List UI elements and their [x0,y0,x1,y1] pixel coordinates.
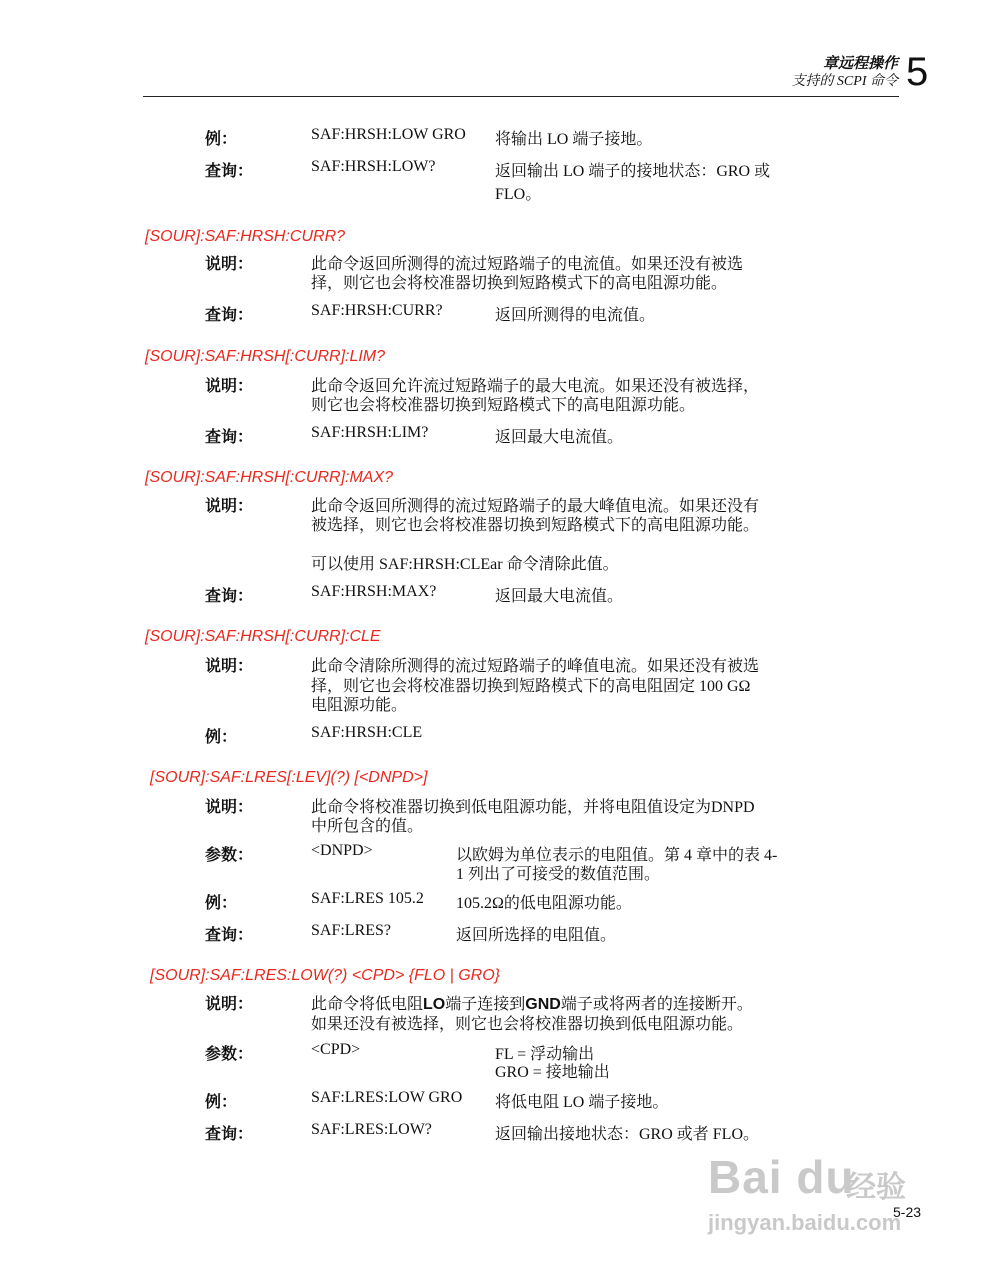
command-heading: [SOUR]:SAF:LRES[:LEV](?) [<DNPD>] [150,769,428,786]
query-text: FLO。 [495,186,542,203]
chapter-number: 5 [906,50,929,94]
example-label: 例： [205,131,238,148]
watermark-brand: 经验 [846,1170,906,1205]
query-command: SAF:HRSH:LOW? [311,158,436,175]
query-text: 返回所选择的电阻值。 [456,927,617,944]
query-text: 返回输出 LO 端子的接地状态：GRO 或 [495,163,771,180]
query-command: SAF:LRES:LOW? [311,1121,432,1138]
description-text: 中所包含的值。 [311,818,424,835]
parameter-label: 参数： [205,1046,254,1063]
query-label: 查询： [205,307,254,324]
description-label: 说明： [205,378,254,395]
query-command: SAF:HRSH:LIM? [311,424,429,441]
command-heading: [SOUR]:SAF:HRSH[:CURR]:MAX? [145,469,394,486]
query-label: 查询： [205,1126,254,1143]
description-text: 则它也会将校准器切换到短路模式下的高电阻源功能。 [311,397,696,414]
parameter-name: <DNPD> [311,842,373,859]
chapter-title: 章远程操作 [822,56,898,72]
example-label: 例： [205,1094,238,1111]
description-text: 此命令将校准器切换到低电阻源功能，并将电阻值设定为DNPD [311,799,755,816]
parameter-text: FL = 浮动输出 [495,1046,595,1063]
note-text: 可以使用 SAF:HRSH:CLEar 命令清除此值。 [311,556,619,573]
header-rule [143,96,899,97]
query-text: 返回最大电流值。 [495,588,624,605]
example-label: 例： [205,729,238,746]
query-command: SAF:HRSH:MAX? [311,583,437,600]
baidu-watermark [708,1148,938,1248]
description-label: 说明： [205,498,254,515]
command-heading: [SOUR]:SAF:HRSH:CURR? [145,228,346,245]
query-label: 查询： [205,927,254,944]
description-text: 端子连接到 [445,996,526,1013]
gnd-terminal-text: GND [525,996,561,1013]
parameter-label: 参数： [205,847,254,864]
watermark-url: jingyan.baidu.com [708,1210,902,1235]
description-text: 端子或将两者的连接断开。 [560,996,753,1013]
query-label: 查询： [205,429,254,446]
description-text: 电阻源功能。 [311,697,408,714]
query-label: 查询： [205,588,254,605]
description-text: 被选择，则它也会将校准器切换到短路模式下的高电阻源功能。 [311,517,760,534]
description-text: 此命令返回所测得的流过短路端子的最大峰值电流。如果还没有 [311,498,760,515]
parameter-text: 1 列出了可接受的数值范围。 [456,866,661,883]
query-command: SAF:LRES? [311,922,392,939]
description-text: 择，则它也会将校准器切换到短路模式下的高电阻固定 100 GΩ [311,678,751,695]
description-text: 择，则它也会将校准器切换到短路模式下的高电阻源功能。 [311,275,728,292]
watermark-logo: Bai du [708,1151,855,1203]
lo-terminal-text: LO [423,996,446,1013]
section-subtitle: 支持的 SCPI 命令 [791,74,898,89]
parameter-name: <CPD> [311,1041,361,1058]
description-text: 此命令将低电阻 [311,996,424,1013]
example-command: SAF:HRSH:LOW GRO [311,126,466,143]
query-text: 返回最大电流值。 [495,429,624,446]
query-label: 查询： [205,163,254,180]
query-text: 返回所测得的电流值。 [495,307,656,324]
example-command: SAF:LRES:LOW GRO [311,1089,463,1106]
example-text: 105.2Ω的低电阻源功能。 [456,895,632,912]
parameter-text: GRO = 接地输出 [495,1064,610,1081]
example-command: SAF:HRSH:CLE [311,724,423,741]
description-text: 此命令返回允许流过短路端子的最大电流。如果还没有被选择， [311,378,760,395]
command-heading: [SOUR]:SAF:HRSH[:CURR]:CLE [145,628,381,645]
command-heading: [SOUR]:SAF:HRSH[:CURR]:LIM? [145,348,386,365]
description-label: 说明： [205,996,254,1013]
example-text: 将输出 LO 端子接地。 [495,131,653,148]
page-number: 5-23 [893,1204,922,1220]
description-label: 说明： [205,658,254,675]
example-label: 例： [205,895,238,912]
command-heading: [SOUR]:SAF:LRES:LOW(?) <CPD> {FLO | GRO} [150,967,501,984]
parameter-text: 以欧姆为单位表示的电阻值。第 4 章中的表 4- [456,847,778,864]
example-text: 将低电阻 LO 端子接地。 [495,1094,669,1111]
example-command: SAF:LRES 105.2 [311,890,424,907]
description-text: 此命令返回所测得的流过短路端子的电流值。如果还没有被选 [311,256,744,273]
query-command: SAF:HRSH:CURR? [311,302,443,319]
description-label: 说明： [205,799,254,816]
description-text: 如果还没有被选择，则它也会将校准器切换到低电阻源功能。 [311,1016,744,1033]
query-text: 返回输出接地状态：GRO 或者 FLO。 [495,1126,760,1143]
description-label: 说明： [205,256,254,273]
description-text: 此命令清除所测得的流过短路端子的峰值电流。如果还没有被选 [311,658,760,675]
